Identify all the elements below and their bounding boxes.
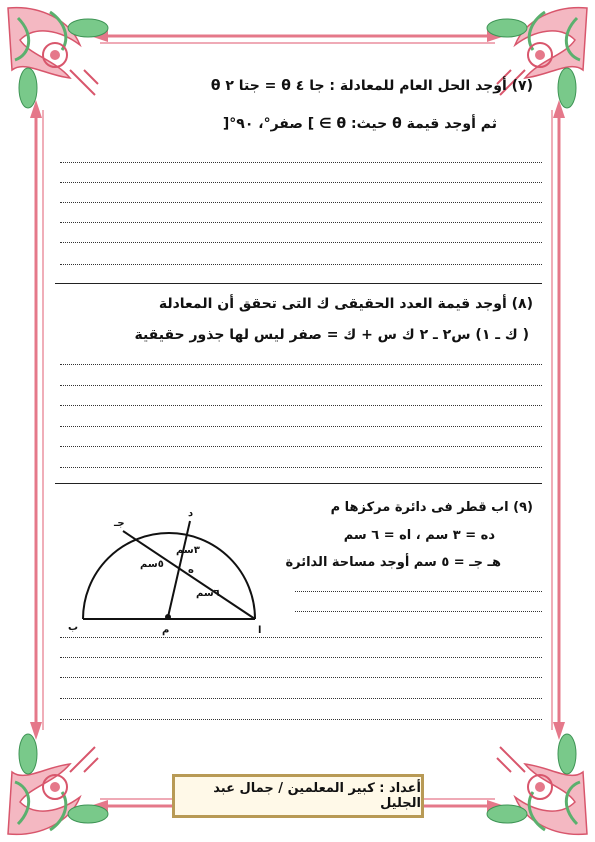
chord-dm [168, 521, 190, 617]
label-a: ا [258, 625, 262, 636]
label-m: م [162, 625, 170, 636]
center-point-m [165, 614, 171, 620]
author-credit [172, 774, 424, 818]
semicircle-arc [83, 533, 255, 619]
label-length-ae: ٦سم [196, 588, 220, 599]
q7-question-line1: (٧) أوجد الحل العام للمعادلة : جا ٤ θ = جتا ٢ θ [210, 78, 533, 94]
label-length-ec: ٥سم [140, 559, 164, 570]
q9-question-line3: هـ جـ = ٥ سم أوجد مساحة الدائرة [285, 555, 501, 570]
q9-question-line2: ده = ٣ سم ، اه = ٦ سم [343, 528, 495, 543]
label-d: د [188, 508, 194, 519]
label-b: ب [68, 622, 79, 633]
q7-question-line2: ثم أوجد قيمة θ حيث: θ ∋ ] صفر°، ٩٠°[ [222, 116, 497, 132]
label-c: جـ [114, 518, 125, 529]
q8-question-line1: (٨) أوجد قيمة العدد الحقيقى ك التى تحقق أن المعادلة [158, 296, 533, 312]
q8-question-line2: ( ك ـ ١) س٢ ـ ٢ ك س + ك = صفر ليس لها جذور حقيقية [134, 327, 529, 343]
label-e: ه [188, 565, 194, 576]
label-length-de: ٣سم [176, 545, 200, 556]
author-credit-text: أعداد : كبير المعلمين / جمال عبد الجليل [213, 781, 421, 811]
q9-question-line1: (٩) اب قطر فى دائرة مركزها م [330, 500, 533, 515]
